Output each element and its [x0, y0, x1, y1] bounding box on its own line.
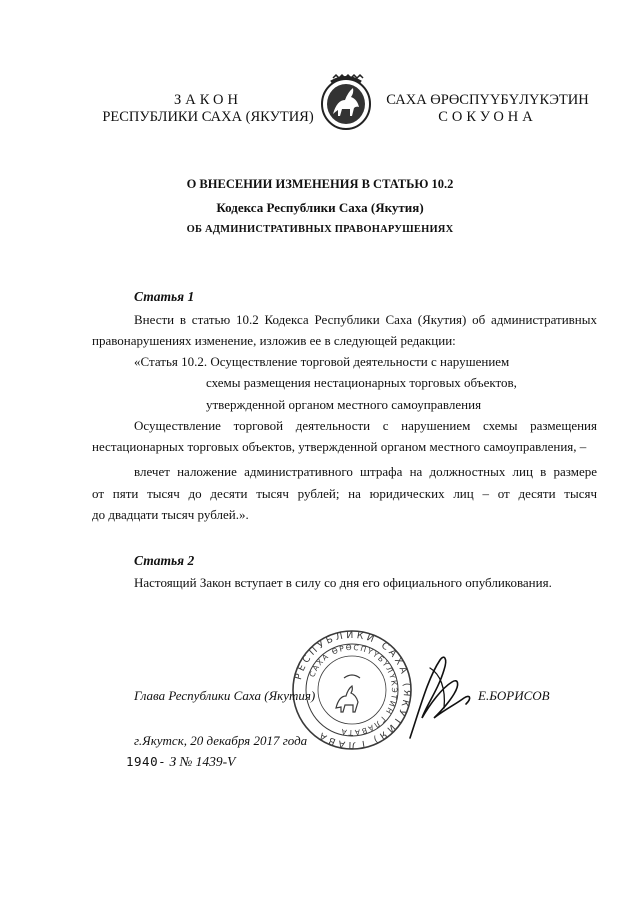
article2-heading: Статья 2: [134, 553, 195, 568]
article1-heading: Статья 1: [134, 289, 195, 304]
header-right-line2: СОКУОНА: [438, 109, 537, 125]
header-right-line1: САХА ӨРӨСПҮҮБҮЛҮКЭТИН: [386, 92, 589, 108]
seal-inner-text: САХА ӨРӨСПҮҮБҮЛҮКЭТИН ГЛАВАТА: [307, 642, 400, 738]
article1-line6: Осуществление торговой деятельности с нарушением схемы размещения: [134, 418, 597, 433]
law-title-line1: О ВНЕСЕНИИ ИЗМЕНЕНИЯ В СТАТЬЮ 10.2: [186, 177, 454, 191]
article1-line5: утвержденной органом местного самоуправления: [206, 397, 482, 412]
signatory-name: Е.БОРИСОВ: [478, 688, 550, 703]
seal-outer-text: РЕСПУБЛИКИ САХА (ЯКУТИЯ) ГЛАВА: [293, 629, 413, 751]
header-left: [92, 92, 324, 126]
place-and-date: г.Якутск, 20 декабря 2017 года: [134, 733, 308, 748]
law-number: [126, 754, 235, 770]
article1-line7: нестационарных торговых объектов, утвержденной органом местного самоуправления, –: [92, 439, 587, 454]
article1-line3: «Статья 10.2. Осуществление торговой деятельности с нарушением: [134, 354, 510, 369]
header-left-line1: ЗАКОН: [174, 92, 242, 108]
article1-line4: схемы размещения нестационарных торговых объектов,: [206, 375, 517, 390]
svg-text:САХА ӨРӨСПҮҮБҮЛҮКЭТИН ГЛАВАТА: [307, 643, 399, 737]
law-number-value: З № 1439-V: [169, 754, 236, 769]
handwritten-signature-icon: [400, 648, 480, 748]
signatory-role: Глава Республики Саха (Якутия): [134, 688, 316, 703]
article1-line10: до двадцати тысяч рублей.».: [92, 507, 249, 522]
header-left-line2: РЕСПУБЛИКИ САХА (ЯКУТИЯ): [102, 109, 314, 125]
article1-line1: Внести в статью 10.2 Кодекса Республики Саха (Якутия) об административных: [134, 312, 597, 327]
law-title-line3: ОБ АДМИНИСТРАТИВНЫХ ПРАВОНАРУШЕНИЯХ: [186, 224, 454, 235]
article1-line8: влечет наложение административного штрафа на должностных лиц в размере: [134, 464, 597, 479]
article1-line9: от пяти тысяч до десяти тысяч рублей; на юридических лиц – от десяти тысяч: [92, 486, 597, 501]
law-number-prefix: 1940-: [126, 754, 167, 769]
coat-of-arms-icon: [317, 70, 375, 132]
article2-line1: Настоящий Закон вступает в силу со дня его официального опубликования.: [134, 575, 552, 590]
article1-line2: правонарушениях изменение, изложив ее в следующей редакции:: [92, 333, 456, 348]
law-title-line2: Кодекса Республики Саха (Якутия): [216, 200, 424, 215]
header-right: [380, 92, 595, 126]
